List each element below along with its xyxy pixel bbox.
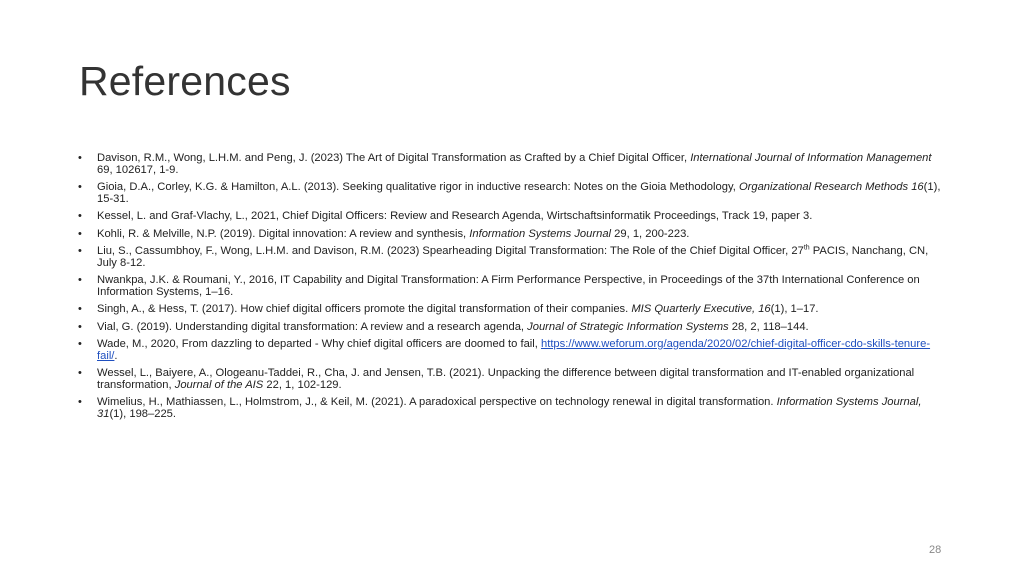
bullet-icon: • [78,227,82,240]
bullet-icon: • [78,274,82,286]
reference-source: Information Systems Journal [469,227,612,240]
reference-text: Nwankpa, J.K. & Roumani, Y., 2016, IT Capability and Digital Transformation: A Firm Performance Perspective, in Proceedings of the 37th International Conference on Information Systems, 1–16. [97,274,920,298]
reference-item [78,229,946,241]
reference-link[interactable]: https://www.weforum.org/agenda/2020/02/chief-digital-officer-cdo-skills-tenure-fail/ [97,338,931,362]
reference-details: 22, 1, 102-129. [263,378,342,391]
reference-text: Singh, A., & Hess, T. (2017). How chief digital officers promote the digital transformation of their companies. [97,303,632,315]
reference-details: . [114,349,118,362]
reference-details: (1), 1–17. [770,303,819,315]
bullet-icon: • [78,396,82,408]
reference-text: Vial, G. (2019). Understanding digital transformation: A review and a research agenda, [97,320,528,333]
reference-list [78,153,946,426]
reference-text: Gioia, D.A., Corley, K.G. & Hamilton, A.L. (2013). Seeking qualitative rigor in inductive research: Notes on the Gioia Methodology, [97,181,739,193]
bullet-icon: • [78,181,82,193]
reference-item [78,275,946,298]
reference-source: Journal of the AIS [174,378,264,391]
bullet-icon: • [78,303,82,315]
reference-source: Information Systems Journal, 31 [97,396,922,420]
reference-details: (1), 198–225. [109,407,177,420]
reference-item [78,339,946,362]
page-title: References [79,58,291,104]
page-number: 28 [929,544,942,556]
reference-text: Wessel, L., Baiyere, A., Ologeanu-Taddei, R., Cha, J. and Jensen, T.B. (2021). Unpacking the difference between digital transformation and IT-enabled organizational transformation, [97,367,915,391]
reference-text: Wimelius, H., Mathiassen, L., Holmstrom, J., & Keil, M. (2021). A paradoxical perspective on technology renewal in digital transformation. [97,396,777,408]
reference-item [78,153,946,176]
reference-item [78,397,946,420]
reference-item [78,182,946,205]
reference-source: Journal of Strategic Information Systems [527,320,729,333]
reference-details: 69, 102617, 1-9. [97,163,179,176]
bullet-icon: • [78,338,82,350]
reference-text: Davison, R.M., Wong, L.H.M. and Peng, J. (2023) The Art of Digital Transformation as Crafted by a Chief Digital Officer, [97,152,691,164]
reference-source: MIS Quarterly Executive, 16 [631,303,771,315]
ordinal-suffix: th [803,244,810,252]
reference-text: Liu, S., Cassumbhoy, F., Wong, L.H.M. and Davison, R.M. (2023) Spearheading Digital Transformation: The Role of the Chief Digital Officer, 27 [97,245,804,257]
reference-item [78,211,946,223]
reference-source: Organizational Research Methods 16 [738,181,924,193]
reference-source: International Journal of Information Management [690,152,932,164]
bullet-icon: • [78,367,82,379]
bullet-icon: • [78,245,82,257]
reference-item [78,322,946,334]
reference-item [78,368,946,391]
reference-text: Kessel, L. and Graf-Vlachy, L., 2021, Chief Digital Officers: Review and Research Agenda, Wirtschaftsinformatik Proceedings, Track 19, paper 3. [97,210,813,222]
bullet-icon: • [78,210,82,222]
reference-text: Kohli, R. & Melville, N.P. (2019). Digital innovation: A review and synthesis, [97,227,470,240]
reference-text: Wade, M., 2020, From dazzling to departed - Why chief digital officers are doomed to fail, [97,338,541,350]
reference-details: (1), 15-31. [97,181,941,205]
reference-details: 28, 2, 118–144. [728,320,809,333]
reference-details: PACIS, Nanchang, CN, July 8-12. [97,245,929,269]
reference-details: 29, 1, 200-223. [611,227,690,240]
bullet-icon: • [78,152,82,164]
bullet-icon: • [78,320,82,333]
reference-item [78,246,946,269]
reference-item [78,304,946,316]
